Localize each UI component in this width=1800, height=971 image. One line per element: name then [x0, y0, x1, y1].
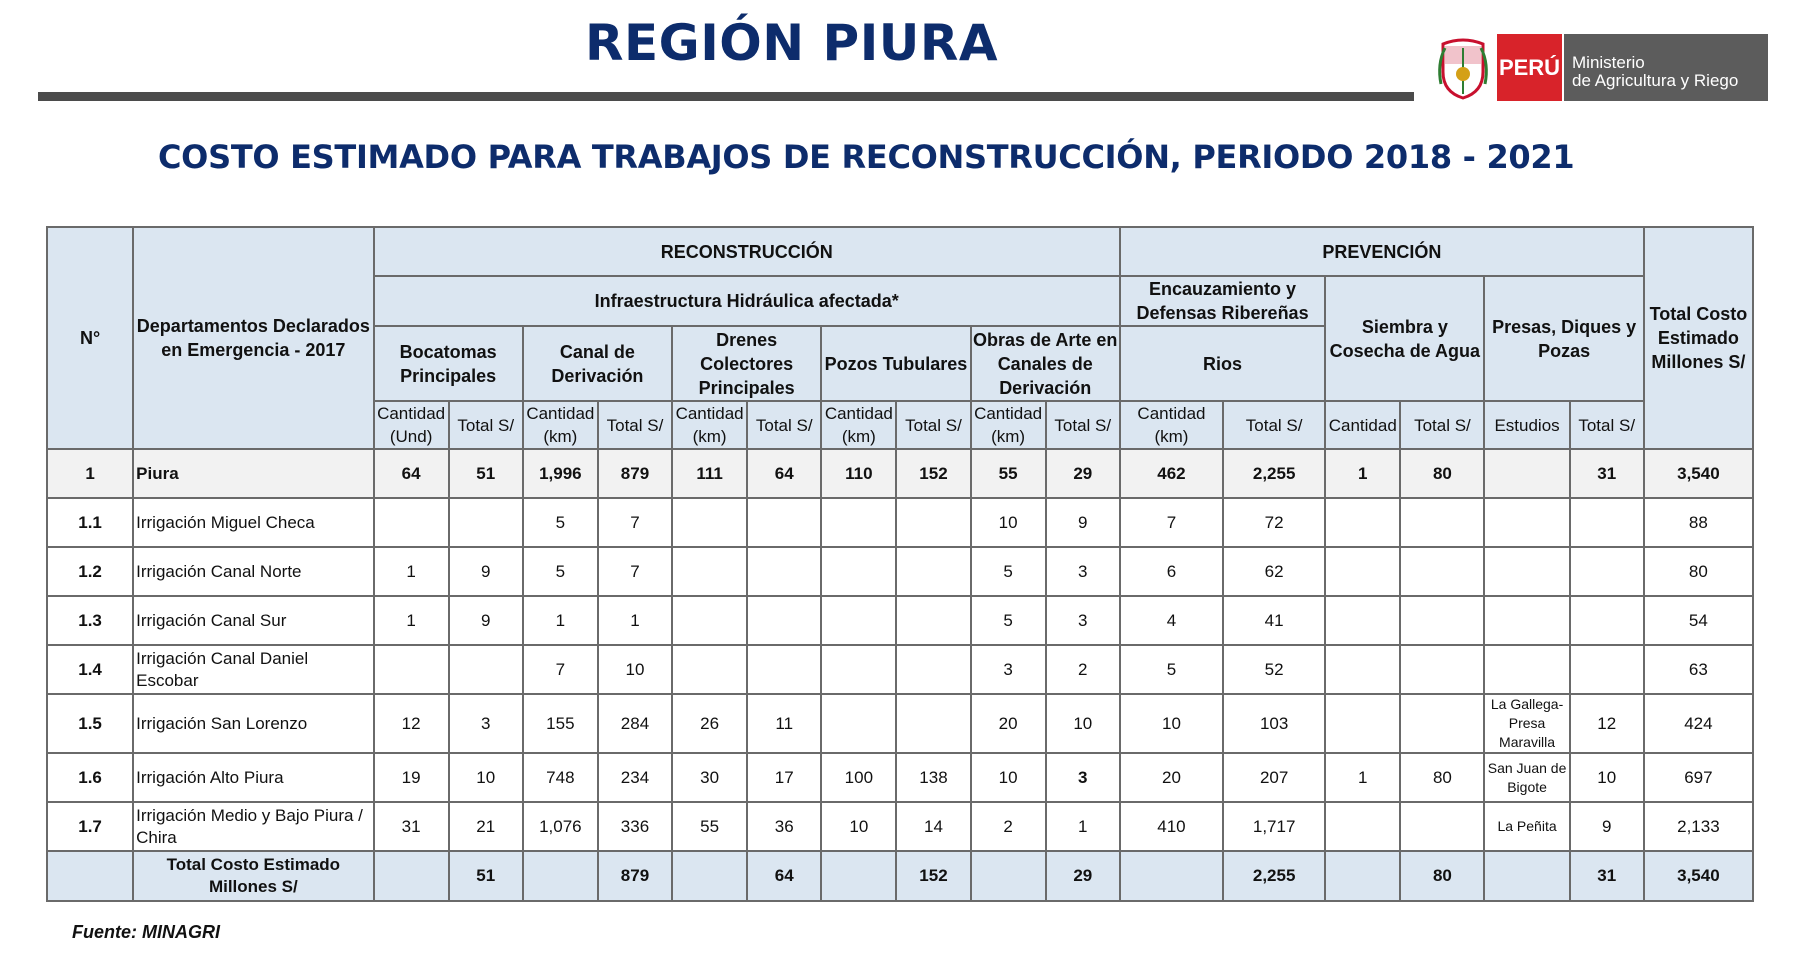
- cell: [1325, 851, 1400, 901]
- cell: 111: [672, 449, 747, 498]
- cell: 336: [598, 802, 672, 851]
- cell: [971, 851, 1046, 901]
- cell: [747, 645, 821, 694]
- cell: 155: [523, 694, 598, 753]
- cell: [896, 498, 970, 547]
- cell: 748: [523, 753, 598, 802]
- coat-of-arms-icon: [1435, 34, 1491, 101]
- cell: [672, 547, 747, 596]
- cell: [1400, 645, 1484, 694]
- cell: 1: [374, 547, 449, 596]
- cell: 26: [672, 694, 747, 753]
- cell-n: 1.7: [47, 802, 133, 851]
- cell: 5: [971, 547, 1046, 596]
- cell: [1570, 596, 1644, 645]
- cell: 64: [747, 449, 821, 498]
- cell: 21: [449, 802, 523, 851]
- cell: 138: [896, 753, 970, 802]
- header-presas: Presas, Diques y Pozas: [1484, 276, 1643, 401]
- page-subtitle: COSTO ESTIMADO PARA TRABAJOS DE RECONSTRUCCIÓN, PERIODO 2018 - 2021: [158, 138, 1575, 176]
- cell: 3: [1046, 547, 1120, 596]
- header-canal: Canal de Derivación: [523, 326, 672, 401]
- cell: [374, 851, 449, 901]
- cell: 10: [971, 753, 1046, 802]
- cell: 7: [1120, 498, 1223, 547]
- cell: [1400, 547, 1484, 596]
- cell: 2,255: [1223, 851, 1325, 901]
- cell: 31: [1570, 851, 1644, 901]
- header-obras: Obras de Arte en Canales de Derivación: [971, 326, 1120, 401]
- header-bocatomas: Bocatomas Principales: [374, 326, 523, 401]
- cell: 1: [523, 596, 598, 645]
- logo-ministry: [1562, 34, 1768, 101]
- header-reconstruccion: RECONSTRUCCIÓN: [374, 227, 1120, 276]
- cell: 152: [896, 449, 970, 498]
- cell: 7: [598, 547, 672, 596]
- cell: 10: [449, 753, 523, 802]
- header-unit: Total S/: [747, 401, 821, 449]
- cell: 36: [747, 802, 821, 851]
- cell-n: 1.5: [47, 694, 133, 753]
- cell: 410: [1120, 802, 1223, 851]
- cell: [1570, 498, 1644, 547]
- cell-total: 424: [1644, 694, 1753, 753]
- cell: 12: [374, 694, 449, 753]
- cell: 10: [821, 802, 896, 851]
- header-n: N°: [47, 227, 133, 449]
- cell: [1325, 694, 1400, 753]
- cell: 234: [598, 753, 672, 802]
- cell: 7: [523, 645, 598, 694]
- header-unit: Total S/: [1400, 401, 1484, 449]
- cell: 11: [747, 694, 821, 753]
- cell-total: 88: [1644, 498, 1753, 547]
- cell-total: 63: [1644, 645, 1753, 694]
- logo-ministry-line2: de Agricultura y Riego: [1572, 71, 1739, 90]
- header-encauzamiento: Encauzamiento y Defensas Ribereñas: [1120, 276, 1325, 326]
- header-unit: Total S/: [1570, 401, 1644, 449]
- cell: [821, 547, 896, 596]
- table-row: [47, 645, 1753, 694]
- cell: 5: [523, 498, 598, 547]
- region-title: REGIÓN PIURA: [585, 14, 999, 72]
- cell-name: Irrigación Canal Norte: [133, 547, 373, 596]
- cell: [1484, 547, 1569, 596]
- cell: 879: [598, 851, 672, 901]
- cell: [896, 694, 970, 753]
- cell: [672, 596, 747, 645]
- cell: [374, 645, 449, 694]
- cell: [1484, 449, 1569, 498]
- header-unit: Cantidad (Und): [374, 401, 449, 449]
- header-drenes: Drenes Colectores Principales: [672, 326, 821, 401]
- cell: 10: [598, 645, 672, 694]
- cell-name: Piura: [133, 449, 373, 498]
- header-unit: Cantidad (km): [672, 401, 747, 449]
- cell: 3: [1046, 753, 1120, 802]
- cell: [1325, 596, 1400, 645]
- cell: [747, 498, 821, 547]
- table-row: [47, 498, 1753, 547]
- cell: 9: [1570, 802, 1644, 851]
- header-unit: Cantidad (km): [523, 401, 598, 449]
- header-unit: Total S/: [449, 401, 523, 449]
- cell-total: 3,540: [1644, 449, 1753, 498]
- cell-total: 697: [1644, 753, 1753, 802]
- cell: 31: [374, 802, 449, 851]
- header-unit: Total S/: [1046, 401, 1120, 449]
- cell: 7: [598, 498, 672, 547]
- cell-n: [47, 851, 133, 901]
- cell: 9: [1046, 498, 1120, 547]
- cell: 3: [449, 694, 523, 753]
- table-row: [47, 547, 1753, 596]
- cell: [672, 645, 747, 694]
- cell: 10: [971, 498, 1046, 547]
- header-unit: Total S/: [1223, 401, 1325, 449]
- cell: 2,255: [1223, 449, 1325, 498]
- total-row: [47, 851, 1753, 901]
- cell: 2: [1046, 645, 1120, 694]
- cell: 284: [598, 694, 672, 753]
- cell: 1: [1325, 753, 1400, 802]
- cell: 10: [1120, 694, 1223, 753]
- cell-n: 1.2: [47, 547, 133, 596]
- cell: [374, 498, 449, 547]
- cell-n: 1.6: [47, 753, 133, 802]
- cell: [1325, 802, 1400, 851]
- cell-n: 1.1: [47, 498, 133, 547]
- cell: 1,996: [523, 449, 598, 498]
- cell: [896, 596, 970, 645]
- cell: 20: [971, 694, 1046, 753]
- table-row: [47, 596, 1753, 645]
- cell: 29: [1046, 449, 1120, 498]
- cell: La Peñita: [1484, 802, 1569, 851]
- header-unit: Cantidad (km): [971, 401, 1046, 449]
- table-row: [47, 753, 1753, 802]
- cell: 3: [1046, 596, 1120, 645]
- cell: 17: [747, 753, 821, 802]
- cell: 1: [598, 596, 672, 645]
- cell: [1400, 694, 1484, 753]
- cell: 207: [1223, 753, 1325, 802]
- cell: 72: [1223, 498, 1325, 547]
- cell: 462: [1120, 449, 1223, 498]
- cell: [747, 547, 821, 596]
- cell: 1: [1325, 449, 1400, 498]
- cell: 10: [1570, 753, 1644, 802]
- header-unit: Cantidad (km): [1120, 401, 1223, 449]
- cell: 4: [1120, 596, 1223, 645]
- cell: 103: [1223, 694, 1325, 753]
- cell: 3: [971, 645, 1046, 694]
- cell: [1325, 547, 1400, 596]
- total-label: Total Costo Estimado Millones S/: [133, 851, 373, 901]
- cell: [896, 547, 970, 596]
- cell: [672, 851, 747, 901]
- cell: [1570, 547, 1644, 596]
- cell: 2: [971, 802, 1046, 851]
- cell: 5: [523, 547, 598, 596]
- cell: San Juan de Bigote: [1484, 753, 1569, 802]
- header-infraestructura: Infraestructura Hidráulica afectada*: [374, 276, 1120, 326]
- cell: [747, 596, 821, 645]
- cell: 52: [1223, 645, 1325, 694]
- cell: [1484, 851, 1569, 901]
- logo-ministry-line1: Ministerio: [1572, 53, 1645, 72]
- cell-n: 1.3: [47, 596, 133, 645]
- cell: [1484, 645, 1569, 694]
- cell: 51: [449, 449, 523, 498]
- cell: 41: [1223, 596, 1325, 645]
- cell: [1400, 802, 1484, 851]
- cell-name: Irrigación San Lorenzo: [133, 694, 373, 753]
- cell: 51: [449, 851, 523, 901]
- cell: [1570, 645, 1644, 694]
- cell-name: Irrigación Miguel Checa: [133, 498, 373, 547]
- cell-total: 3,540: [1644, 851, 1753, 901]
- header-unit: Total S/: [598, 401, 672, 449]
- cell-name: Irrigación Medio y Bajo Piura / Chira: [133, 802, 373, 851]
- cell: 20: [1120, 753, 1223, 802]
- cell: La Gallega-Presa Maravilla: [1484, 694, 1569, 753]
- cell: [896, 645, 970, 694]
- logo-country: PERÚ: [1497, 34, 1562, 101]
- title-divider: [38, 92, 1414, 101]
- cell: [1484, 498, 1569, 547]
- cell: 12: [1570, 694, 1644, 753]
- cell: [821, 645, 896, 694]
- cell-total: 54: [1644, 596, 1753, 645]
- cell: 80: [1400, 753, 1484, 802]
- cell: [821, 694, 896, 753]
- cell-total: 2,133: [1644, 802, 1753, 851]
- source-note: Fuente: MINAGRI: [72, 922, 220, 942]
- header-prevencion: PREVENCIÓN: [1120, 227, 1644, 276]
- header-siembra: Siembra y Cosecha de Agua: [1325, 276, 1484, 401]
- cell: 1,717: [1223, 802, 1325, 851]
- cell: 1: [1046, 802, 1120, 851]
- cell: 62: [1223, 547, 1325, 596]
- cell: [1325, 645, 1400, 694]
- header-unit: Cantidad: [1325, 401, 1400, 449]
- cell: [821, 498, 896, 547]
- header-unit: Estudios: [1484, 401, 1569, 449]
- cell: 9: [449, 596, 523, 645]
- cell: [1400, 596, 1484, 645]
- cell: 14: [896, 802, 970, 851]
- cell: 1,076: [523, 802, 598, 851]
- cell-name: Irrigación Canal Daniel Escobar: [133, 645, 373, 694]
- header-total-costo: Total Costo Estimado Millones S/: [1644, 227, 1753, 449]
- cell-n: 1.4: [47, 645, 133, 694]
- cell: 19: [374, 753, 449, 802]
- cell-name: Irrigación Alto Piura: [133, 753, 373, 802]
- cell: [1120, 851, 1223, 901]
- table-row: [47, 694, 1753, 753]
- cell: 9: [449, 547, 523, 596]
- cell: 31: [1570, 449, 1644, 498]
- cell: 152: [896, 851, 970, 901]
- cell: [821, 851, 896, 901]
- cell: 5: [1120, 645, 1223, 694]
- cell: [449, 498, 523, 547]
- cell-n: 1: [47, 449, 133, 498]
- cell: [821, 596, 896, 645]
- cell: [1484, 596, 1569, 645]
- header-unit: Cantidad (km): [821, 401, 896, 449]
- cell: 6: [1120, 547, 1223, 596]
- cell: 879: [598, 449, 672, 498]
- cell: [672, 498, 747, 547]
- header-unit: Total S/: [896, 401, 970, 449]
- cell: [449, 645, 523, 694]
- cell: [1400, 498, 1484, 547]
- cell: [523, 851, 598, 901]
- cell: 29: [1046, 851, 1120, 901]
- header-departamentos: Departamentos Declarados en Emergencia - 2017: [133, 227, 373, 449]
- ministry-logo: [1435, 34, 1768, 101]
- cell: 5: [971, 596, 1046, 645]
- cell: 64: [747, 851, 821, 901]
- cell: [1325, 498, 1400, 547]
- cell: 80: [1400, 449, 1484, 498]
- cell: 1: [374, 596, 449, 645]
- header-rios: Rios: [1120, 326, 1325, 401]
- cell-total: 80: [1644, 547, 1753, 596]
- cell: 55: [971, 449, 1046, 498]
- cell: 110: [821, 449, 896, 498]
- cell: 80: [1400, 851, 1484, 901]
- cell: 55: [672, 802, 747, 851]
- cell-name: Irrigación Canal Sur: [133, 596, 373, 645]
- table-row: [47, 802, 1753, 851]
- cell: 10: [1046, 694, 1120, 753]
- cell: 64: [374, 449, 449, 498]
- cell: 30: [672, 753, 747, 802]
- header-pozos: Pozos Tubulares: [821, 326, 970, 401]
- cell: 100: [821, 753, 896, 802]
- cost-table: [46, 226, 1754, 902]
- table-row: [47, 449, 1753, 498]
